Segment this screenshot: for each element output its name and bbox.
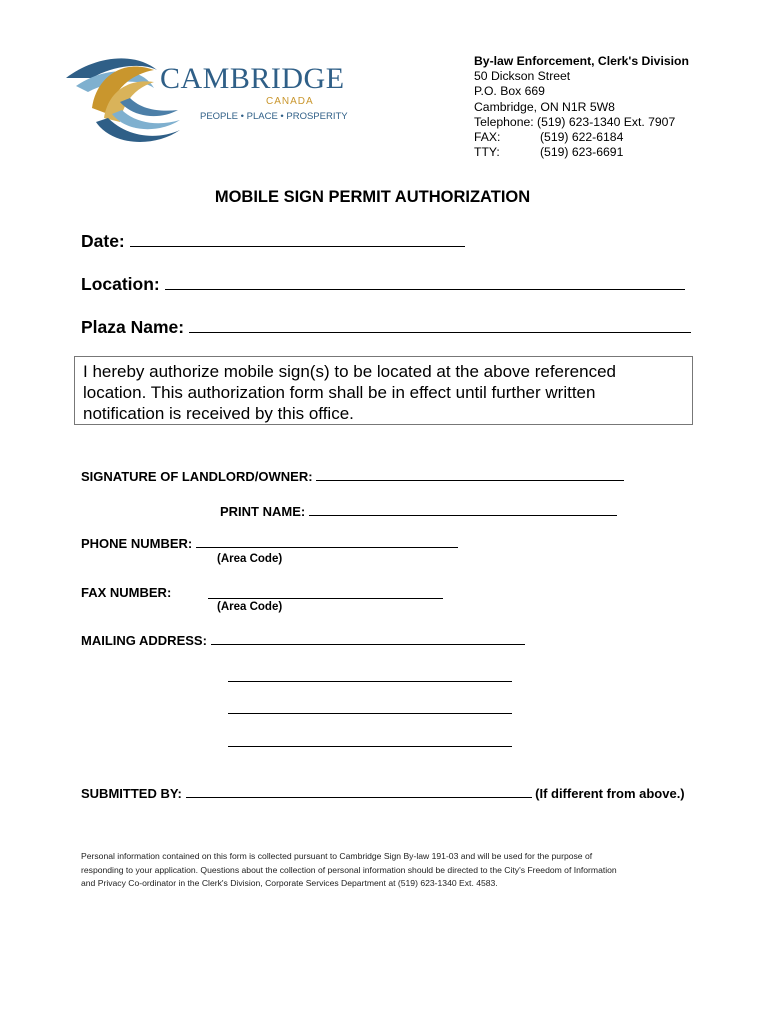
submitted-by-field[interactable] [81,786,685,801]
po-box: P.O. Box 669 [474,84,545,99]
date-field[interactable] [81,231,465,252]
location-line[interactable] [165,274,685,290]
submitted-by-line[interactable] [186,786,532,798]
mailing-address-field[interactable] [81,633,525,648]
phone-label: PHONE NUMBER: [81,536,193,551]
logo-name: CAMBRIDGE [160,62,345,95]
print-name-field[interactable] [220,504,617,519]
logo-tagline: PEOPLE • PLACE • PROSPERITY [200,111,348,122]
phone-line[interactable] [196,536,458,548]
fax-number-line[interactable] [208,587,443,599]
privacy-line-2: responding to your application. Questions about the collection of personal information should be directed to the City's Freedom of Information [81,864,617,875]
submitted-by-label: SUBMITTED BY: [81,786,182,801]
privacy-notice [81,850,686,891]
authorization-box [74,356,693,425]
fax-label: FAX: [474,130,501,145]
signature-label: SIGNATURE OF LANDLORD/OWNER: [81,469,313,484]
department-name: By-law Enforcement, Clerk's Division [474,54,689,68]
date-label: Date: [81,231,125,251]
tty-label: TTY: [474,145,500,160]
mailing-address-line-1[interactable] [211,633,525,645]
mailing-address-line-2[interactable] [228,670,512,682]
area-code-label-2: (Area Code) [217,601,283,613]
fax-line [474,130,689,145]
city-postal: Cambridge, ON N1R 5W8 [474,99,615,114]
print-name-label: PRINT NAME: [220,504,306,519]
fax-number-label-wrap [81,585,171,600]
signature-field[interactable] [81,469,624,484]
mailing-address-line-4[interactable] [228,735,512,747]
phone-field[interactable] [81,536,458,551]
privacy-line-3: and Privacy Co-ordinator in the Clerk's Division, Corporate Services Department at (519) 623-1340 Ext. 4583. [81,878,498,888]
date-line[interactable] [130,231,465,247]
area-code-label: (Area Code) [217,553,283,565]
authorization-line-2: location. This authorization form shall be in effect until further written [83,383,596,402]
plaza-name-field[interactable] [81,317,691,338]
fax-value: (519) 622-6184 [540,130,624,145]
authorization-line-1: I hereby authorize mobile sign(s) to be located at the above referenced [83,362,616,381]
privacy-line-1: Personal information contained on this form is collected pursuant to Cambridge Sign By-law 191-03 and will be used for the purpose of [81,851,593,861]
logo-country: CANADA [266,96,314,107]
signature-line[interactable] [316,469,624,481]
if-different-note: (If different from above.) [535,786,685,801]
tty-value: (519) 623-6691 [540,145,624,160]
tty-line [474,145,689,160]
mailing-address-line-3[interactable] [228,702,512,714]
address-block [474,54,689,160]
mailing-address-label: MAILING ADDRESS: [81,633,207,648]
print-name-line[interactable] [309,504,617,516]
page-title: MOBILE SIGN PERMIT AUTHORIZATION [214,188,531,206]
authorization-line-3: notification is received by this office. [83,404,354,423]
street-address: 50 Dickson Street [474,69,571,84]
plaza-name-line[interactable] [189,317,691,333]
location-label: Location: [81,274,160,294]
telephone: Telephone: (519) 623-1340 Ext. 7907 [474,114,676,129]
location-field[interactable] [81,274,685,295]
fax-number-label: FAX NUMBER: [81,585,172,600]
plaza-name-label: Plaza Name: [81,317,185,337]
